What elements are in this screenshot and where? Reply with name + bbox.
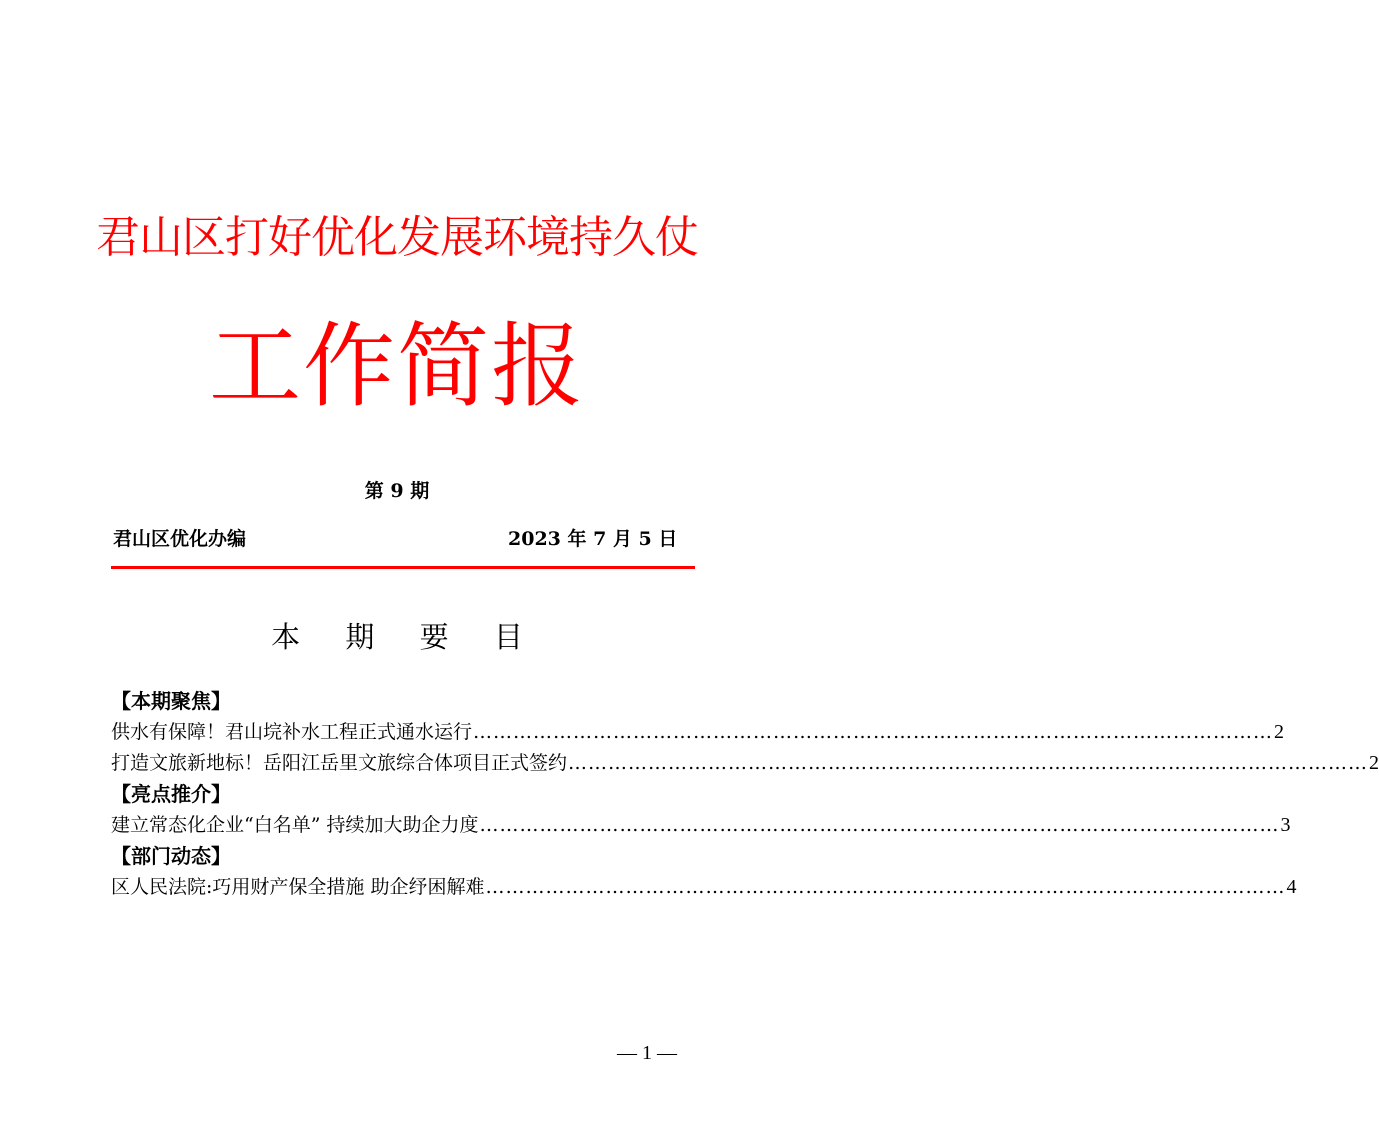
toc-entry-title: 区人民法院:巧用财产保全措施 助企纾困解难 xyxy=(111,876,485,898)
toc-section-heading: 【亮点推介】 xyxy=(111,782,231,806)
red-divider-line xyxy=(111,566,695,569)
toc-entry[interactable] xyxy=(111,748,1379,779)
toc-entry-title: 打造文旅新地标！岳阳江岳里文旅综合体项目正式签约 xyxy=(111,752,568,774)
publish-date: 2023 年 7 月 5 日 xyxy=(508,528,678,550)
briefing-subtitle: 君山区打好优化发展环境持久仗 xyxy=(96,212,698,263)
toc-entry[interactable] xyxy=(111,717,1285,748)
toc-section-heading: 【部门动态】 xyxy=(111,844,231,868)
editor-name: 君山区优化办编 xyxy=(113,528,247,550)
toc-leader-dots: ………………………………………………………………………………………………………… xyxy=(473,721,1274,743)
toc-entry-page: 2 xyxy=(1369,752,1379,774)
toc-entry[interactable] xyxy=(111,872,1297,903)
toc-section-heading: 【本期聚焦】 xyxy=(111,689,231,713)
briefing-title: 工作简报 xyxy=(208,313,585,420)
toc-entry-page: 2 xyxy=(1274,721,1285,743)
toc-entry[interactable] xyxy=(111,810,1291,841)
table-of-contents xyxy=(111,686,1379,903)
toc-entry-title: 建立常态化企业“白名单” 持续加大助企力度 xyxy=(111,814,479,836)
issue-number: 第 9 期 xyxy=(364,480,430,502)
toc-entry-page: 3 xyxy=(1280,814,1291,836)
toc-entry-title: 供水有保障！君山垸补水工程正式通水运行 xyxy=(111,721,473,743)
toc-leader-dots: ………………………………………………………………………………………………………… xyxy=(485,876,1286,898)
toc-title: 本 期 要 目 xyxy=(271,620,541,654)
toc-leader-dots: ………………………………………………………………………………………………………… xyxy=(479,814,1280,836)
toc-entry-page: 4 xyxy=(1286,876,1297,898)
toc-leader-dots: ………………………………………………………………………………………………………… xyxy=(568,752,1369,774)
page-number: — 1 — xyxy=(617,1042,677,1064)
